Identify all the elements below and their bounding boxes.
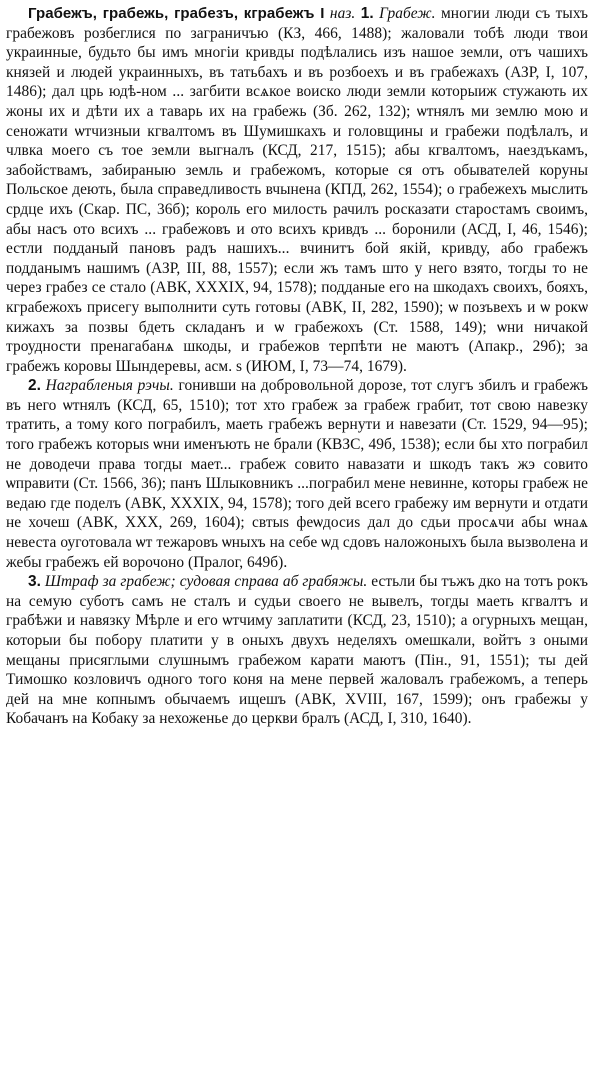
headword: Грабежъ, грабежь, грабезъ, кграбежъ I — [28, 5, 325, 22]
sense-definition: Награбленыя рэчы. — [45, 377, 174, 395]
part-of-speech: наз. — [329, 5, 356, 22]
dictionary-entry-sense-1 — [6, 4, 588, 376]
sense-definition: Штраф за грабеж; судовая справа аб грабяжы. — [44, 573, 368, 591]
sense-citations: гонивши на добровольной дорозе, тот слугъ збилъ и грабежъ въ него ѡтнялъ (КСД, 65, 1510); тот хто грабеж за грабеж грабит, тот свою навезку тратить, а тому кого пограбилъ, маеть грабежъ вернути и навезати (Ст. 1529, 94—95); того грабежъ которыs ѡни именъють не брали (КВЗС, 49б, 1538); если бы хто пограбил не доводечи права тогды мает... грабеж совито навазати и шкодъ такъ жэ совито ѡправити (Ст. 1566, 36); панъ Шлыковникъ ...пограбил мене невинне, которы грабеж не ведаю где поделъ (АВК, XXXIX, 94, 1578); того дей всего грабежу им вернути и отдати не хочеш (АВК, XXX, 269, 1604); свтыs феѡдосиs дал до сдьи просѧчи абы ѡнаѧ невеста оуготовала ѡт тежаровъ ѡныхъ на себе ѡд сдовъ наложоныхъ была вызволена и жебы грабежъ ей ворочоно (Пралог, 649б). — [6, 377, 588, 571]
sense-citations: многии люди съ тыхъ грабежовъ розбеглися по заграничъю (КЗ, 466, 1488); жаловали тобѣ люди твои украинные, будьто бы имъ многіи кривды подѣлались изъ нашое земли, отъ чашихъ князей и людей украинныхъ, въ татьбахъ и въ розбоехъ и въ грабежахъ (АЗР, І, 107, 1486); дал црь юдѣ-ном ... загбити всѧкое воиско люди земли которыиж стужають их жоны их и дѣти их а таварь их на грабежь (Зб. 262, 132); ѡтнялъ ми землю мою и сеножати ѡтчизныи кгвалтомъ въ Шумишкахъ и головщины и грабежи подѣлалъ, и члвка моего съ тое земли выгналъ (КСД, 217, 1515); абы кгвалтомъ, наездъкамъ, забойствамъ, забираныю земль и грабежомъ, которые ся отъ обывателей коруны Польское деють, была справедливость вчынена (КПД, 262, 1554); о грабежехъ мыслить срдце ихъ (Скар. ПС, 36б); король его милость рачилъ росказати старостамъ своимъ, абы насъ ото всихъ ... грабежовъ и ото всихъ кривдъ ... боронили (АСД, І, 46, 1546); естли подданый пановъ радъ нашихъ... вчинитъ бой якій, кривду, або грабежъ подданымъ нашимъ (АЗР, ІІІ, 88, 1557); если жъ тамъ што у него взято, тогды то не через грабез се стало (АВК, XXXIX, 94, 1578); подданые его на шкодахъ своихъ, бояхъ, кграбежохъ присегу выполнити суть готовы (АВК, ІІ, 282, 1590); ѡ позъвехъ и ѡ рокѡ кижахъ за позвы бдеть складанъ и ѡ грабежохъ (Ст. 1588, 149); ѡни ничакой троудности пренагабанѧ шкоды, и грабежов терпѣти не маютъ (Апакр., 29б); за грабежъ коровы Шындеревы, асм. s (ИЮМ, І, 73—74, 1679). — [6, 5, 588, 375]
dictionary-page — [6, 4, 588, 1070]
sense-number: 2. — [28, 377, 41, 395]
sense-number: 1. — [360, 5, 374, 22]
dictionary-entry-sense-2 — [6, 376, 588, 572]
sense-definition: Грабеж. — [379, 5, 436, 22]
dictionary-entry-sense-3 — [6, 572, 588, 729]
sense-citations: естьли бы тъжъ дко на тотъ рокъ на семую суботъ самъ не сталъ и судьи своего не вывелъ, тогды маеть кгвалтъ и грабѣжи и навязку Мѣрле и его ѡтчиму заплатити (КСД, 23, 1510); а огурныхъ мещан, которыи бы побору платити у в оныхъ двухъ неделяхъ омешкали, войтъ з оными мещаны присяглыми слушнымъ грабежом карати маютъ (Пін., 91, 1551); ты дей Тимошко козловичъ одного того коня на мене первей жаловалъ грабежомъ, а теперь дей на мне копнымъ обычаемъ ищешъ (АВК, XVIII, 167, 1599); онъ грабежы у Кобачанъ на Кобаку за нехоженье до церкви бралъ (АСД, І, 310, 1640). — [6, 573, 588, 728]
sense-number: 3. — [28, 573, 41, 591]
